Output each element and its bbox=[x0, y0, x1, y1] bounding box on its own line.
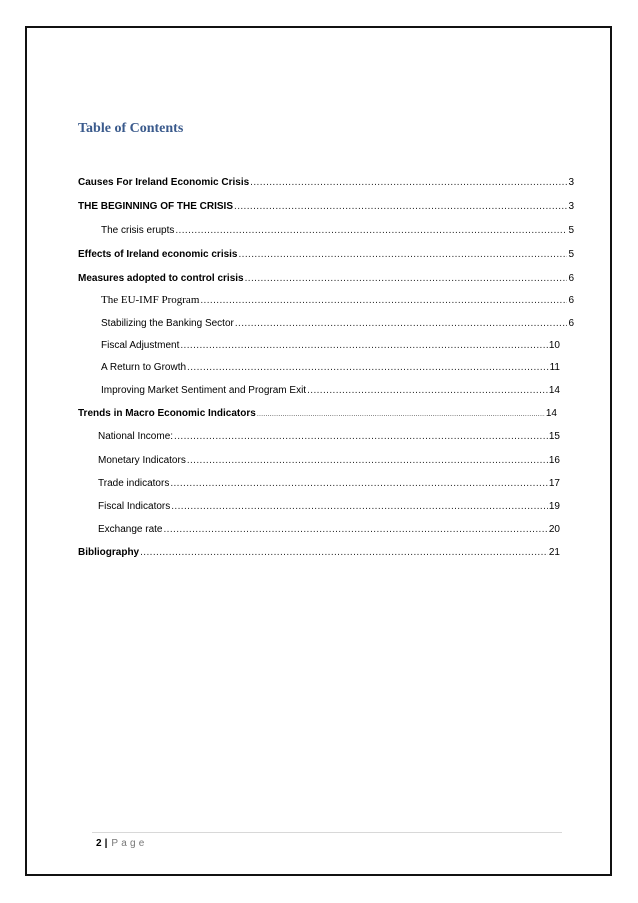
toc-entry-label: THE BEGINNING OF THE CRISIS bbox=[78, 201, 234, 212]
toc-entry-page: 21 bbox=[548, 547, 560, 558]
toc-leader-dots bbox=[171, 500, 548, 513]
toc-leader-dots bbox=[245, 272, 568, 285]
toc-entry-page: 6 bbox=[568, 318, 574, 329]
toc-entry-label: Exchange rate bbox=[98, 524, 163, 535]
toc-entry-eu-imf[interactable] bbox=[101, 294, 574, 307]
toc-leader-dots bbox=[187, 454, 548, 467]
toc-title: Table of Contents bbox=[78, 121, 184, 136]
toc-entry-page: 10 bbox=[548, 340, 560, 351]
toc-entry-label: Fiscal Adjustment bbox=[101, 340, 180, 351]
toc-entry-label: Causes For Ireland Economic Crisis bbox=[78, 177, 250, 188]
toc-entry-page: 19 bbox=[548, 501, 560, 512]
toc-leader-dots bbox=[239, 248, 568, 261]
toc-entry-page: 11 bbox=[549, 362, 560, 373]
toc-entry-measures[interactable] bbox=[78, 272, 574, 285]
toc-entry-label: A Return to Growth bbox=[101, 362, 187, 373]
toc-entry-page: 16 bbox=[548, 455, 560, 466]
toc-leader-dots bbox=[200, 294, 567, 307]
toc-entry-page: 14 bbox=[545, 408, 557, 419]
toc-entry-label: The crisis erupts bbox=[101, 225, 175, 236]
toc-leader-dots bbox=[250, 176, 567, 189]
page-footer bbox=[96, 838, 148, 849]
toc-entry-beginning[interactable] bbox=[78, 200, 574, 213]
toc-entry-effects[interactable] bbox=[78, 248, 574, 261]
toc-leader-dots bbox=[180, 339, 548, 352]
page-border bbox=[25, 26, 612, 876]
toc-leader-dots bbox=[307, 384, 548, 397]
toc-leader-dots bbox=[234, 200, 567, 213]
toc-entry-causes[interactable] bbox=[78, 176, 574, 189]
toc-leader-dots bbox=[257, 408, 545, 421]
toc-entry-page: 20 bbox=[548, 524, 560, 535]
toc-entry-label: Stabilizing the Banking Sector bbox=[101, 318, 234, 329]
toc-entry-label: Trends in Macro Economic Indicators bbox=[78, 408, 256, 419]
toc-entry-page: 3 bbox=[568, 201, 574, 212]
toc-entry-page: 17 bbox=[548, 478, 560, 489]
toc-entry-page: 6 bbox=[568, 295, 574, 306]
toc-entry-label: Improving Market Sentiment and Program Exit bbox=[101, 385, 307, 396]
toc-entry-label: Bibliography bbox=[78, 547, 140, 558]
toc-leader-dots bbox=[140, 546, 548, 559]
toc-entry-page: 14 bbox=[548, 385, 560, 396]
toc-entry-monetary[interactable] bbox=[98, 454, 560, 467]
footer-separator: | bbox=[104, 838, 108, 849]
toc-leader-dots bbox=[170, 477, 548, 490]
toc-leader-dots bbox=[174, 430, 548, 443]
toc-entry-trade[interactable] bbox=[98, 477, 560, 490]
toc-entry-page: 5 bbox=[568, 225, 574, 236]
toc-leader-dots bbox=[175, 224, 567, 237]
toc-leader-dots bbox=[187, 361, 549, 374]
toc-entry-label: National Income: bbox=[98, 431, 174, 442]
footer-page-word: Page bbox=[111, 838, 148, 849]
toc-entry-banking[interactable] bbox=[101, 317, 574, 330]
toc-leader-dots bbox=[164, 523, 548, 536]
toc-entry-label: Measures adopted to control crisis bbox=[78, 273, 244, 284]
toc-entry-exchange-rate[interactable] bbox=[98, 523, 560, 536]
toc-leader-dots bbox=[235, 317, 568, 330]
toc-entry-label: Fiscal Indicators bbox=[98, 501, 171, 512]
toc-entry-return-growth[interactable] bbox=[101, 361, 560, 374]
toc-entry-fiscal-adjustment[interactable] bbox=[101, 339, 560, 352]
toc-entry-market-sentiment[interactable] bbox=[101, 384, 560, 397]
toc-entry-label: Monetary Indicators bbox=[98, 455, 186, 466]
toc-entry-national-income[interactable] bbox=[98, 430, 560, 443]
footer-rule bbox=[92, 832, 562, 833]
toc-entry-fiscal-indicators[interactable] bbox=[98, 500, 560, 513]
toc-entry-label: Trade indicators bbox=[98, 478, 170, 489]
footer-page-number: 2 bbox=[96, 838, 102, 849]
toc-entry-trends[interactable] bbox=[78, 407, 557, 421]
toc-entry-label: Effects of Ireland economic crisis bbox=[78, 249, 238, 260]
toc-entry-bibliography[interactable] bbox=[78, 546, 560, 559]
toc-entry-page: 6 bbox=[568, 273, 574, 284]
toc-entry-page: 3 bbox=[568, 177, 574, 188]
toc-entry-page: 15 bbox=[548, 431, 560, 442]
toc-entry-label: The EU-IMF Program bbox=[101, 294, 200, 306]
toc-entry-crisis-erupts[interactable] bbox=[101, 224, 574, 237]
toc-entry-page: 5 bbox=[568, 249, 574, 260]
